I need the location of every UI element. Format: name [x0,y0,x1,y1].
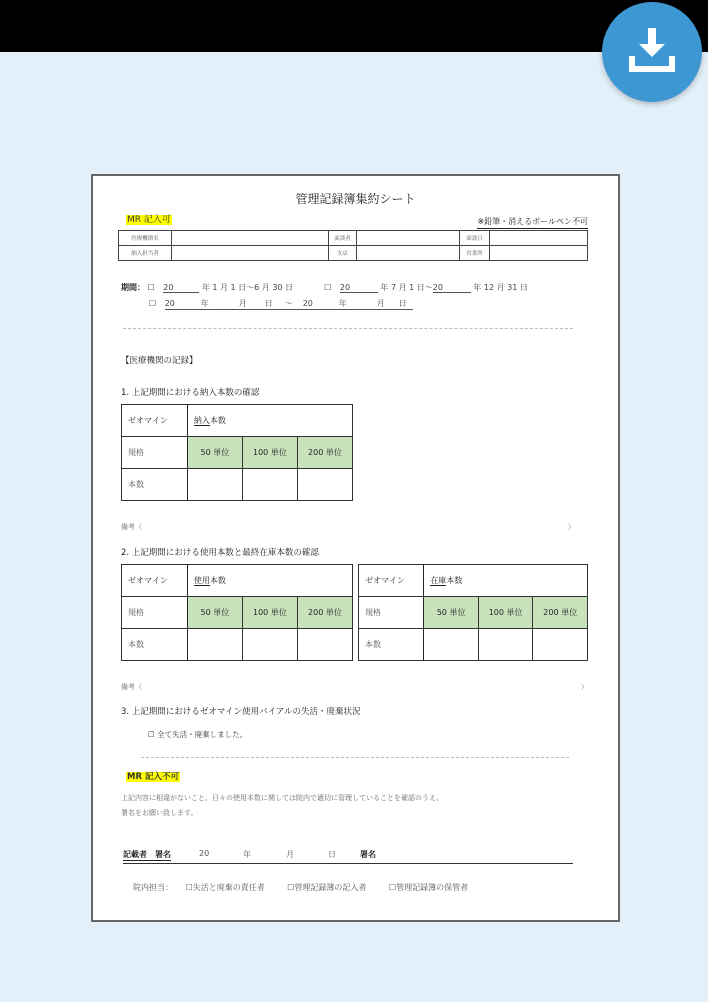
q2-title: 2. 上記期間における使用本数と最終在庫本数の確認 [121,548,319,558]
confirmation-line-1: 上記内容に相違がないこと、日々の使用本数に関しては院内で適切に管理していることを確認のうえ、 [121,794,444,802]
staff-option-recorder[interactable]: ☐管理記録簿の記入者 [287,883,367,892]
q3-title: 3. 上記期間におけるゼオマイン使用バイアルの失活・廃棄状況 [121,707,361,717]
mr-not-writable-badge: MR 記入不可 [127,772,179,782]
period-row-2 [149,298,413,310]
document-page [91,174,620,922]
q2-stock-table: ゼオマイン 在庫本数 規格 50 単位 100 単位 200 単位 本数 [358,564,588,661]
period-row-1: 期間： ☐ 20 年 1 月 1 日〜6 月 30 日 ☐ 20 年 7 月 1 日〜20 年 12 月 31 日 [121,283,528,292]
custom-period-field[interactable]: 20 年 月 日 〜 20 年 月 日 [165,298,413,310]
info-table [118,230,588,261]
mr-writable-badge: MR 記入可 [127,215,171,225]
q2-usage-count-100[interactable] [242,629,297,661]
delivery-staff-field[interactable] [172,246,329,261]
q2-stock-count-100[interactable] [478,629,533,661]
q2-remark-close: ） [581,683,588,691]
period-checkbox-2[interactable]: ☐ [324,283,332,292]
q2-usage-count-200[interactable] [297,629,352,661]
q2-stock-count-200[interactable] [533,629,588,661]
interviewer-label: 面談者 [329,231,357,246]
section-header: 【医療機関の記録】 [121,356,198,366]
q3-all-disposed-checkbox[interactable]: ☐ 全て失活・廃棄しました。 [148,730,248,739]
confirmation-line-2: 署名をお願い致します。 [121,809,198,817]
staff-row: 院内担当： ☐失活と廃棄の責任者 ☐管理記録簿の記入者 ☐管理記録簿の保管者 [133,883,469,892]
delivery-staff-label: 納入担当者 [119,246,172,261]
q2-usage-count-50[interactable] [187,629,242,661]
branch-field[interactable] [357,246,460,261]
office-label: 営業所 [460,246,490,261]
staff-option-disposal[interactable]: ☐失活と廃棄の責任者 [185,883,265,892]
download-button[interactable] [602,2,702,102]
q1-count-100[interactable] [242,469,297,501]
interview-date-label: 面談日 [460,231,490,246]
interviewer-field[interactable] [357,231,460,246]
period-checkbox-1[interactable]: ☐ [147,283,155,292]
q1-count-200[interactable] [297,469,352,501]
q1-count-50[interactable] [187,469,242,501]
q1-remark-close: ） [568,523,575,531]
divider [123,328,573,329]
q2-remark-open[interactable]: 備考（ [121,683,142,691]
document-title: 管理記録簿集約シート [295,192,416,206]
divider [141,757,569,758]
q2-usage-table: ゼオマイン 使用本数 規格 50 単位 100 単位 200 単位 本数 [121,564,353,661]
facility-label: 医療機関名 [119,231,172,246]
q1-title: 1. 上記期間における納入本数の確認 [121,388,260,398]
office-field[interactable] [490,246,588,261]
q1-delivery-table: ゼオマイン 納入本数 規格 50 単位 100 単位 200 単位 本数 [121,404,353,501]
pen-note: ※鉛筆・消えるボールペン不可 [477,216,588,229]
q1-remark-open[interactable]: 備考（ [121,523,142,531]
signature-line[interactable]: 記載者 署名 20 年 月 日 署名 [123,849,573,864]
q2-stock-count-50[interactable] [424,629,478,661]
staff-option-keeper[interactable]: ☐管理記録簿の保管者 [388,883,469,892]
branch-label: 支店 [329,246,357,261]
facility-field[interactable] [172,231,329,246]
interview-date-field[interactable] [490,231,588,246]
period-checkbox-3[interactable]: ☐ [149,299,157,308]
download-icon [622,22,682,82]
